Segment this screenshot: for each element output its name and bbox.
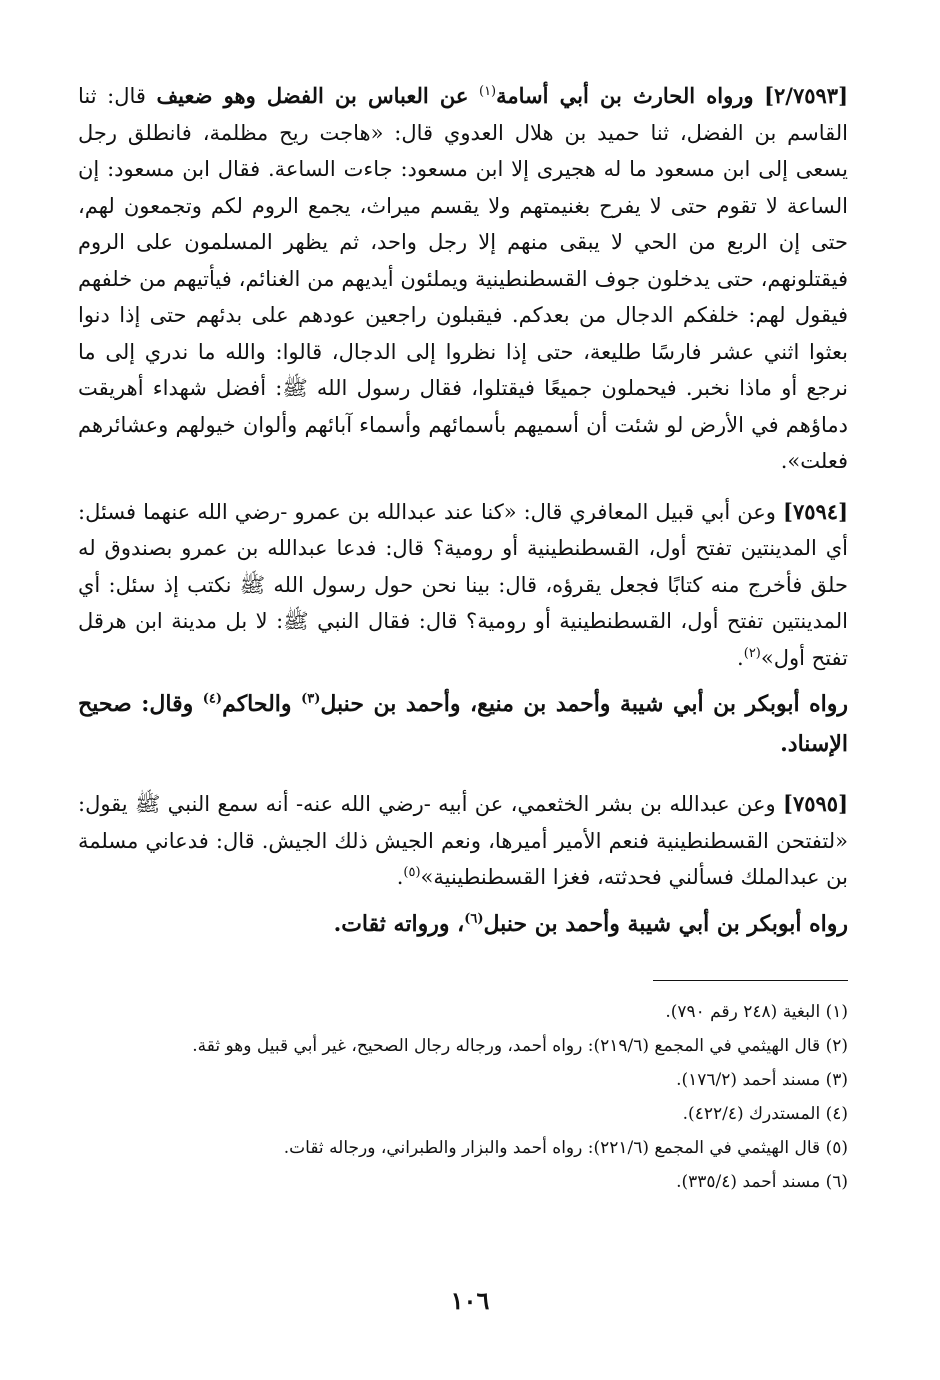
- text-tail: .: [396, 865, 404, 889]
- takhrij-note-1: [78, 684, 848, 764]
- hadith-paragraph-7593: [78, 78, 848, 480]
- hadith-text: قال: ثنا القاسم بن الفضل، ثنا حميد بن هلال العدوي قال: «هاجت ريح مظلمة، فانطلق رجل يسعى إلى ابن مسعود ما له هجيرى إلا ابن مسعود: جاءت الساعة. فقال ابن مسعود: إن الساعة لا تقوم حتى لا يفرح بغنيمتهم ولا يقسم ميراث، يجمع الروم لكم وتجمعون لهم، حتى إن الربع من الحي لا يبقى منهم إلا رجل واحد، ثم يظهر المسلمون على الروم فيقتلونهم، حتى يدخلون جوف القسطنطينية ويملئون أيديهم من الغنائم، فيأتيهم من خلفهم فيقول لهم: خلفكم الدجال من بعدكم. فيقبلون راجعين عودهم على بدئهم حتى إذا دنوا بعثوا اثني عشر فارسًا طليعة، حتى إذا نظروا إلى الدجال، قالوا: والله ما ندري إلى ما نرجع أو ماذا نخبر. فيحملون جميعًا فيقتلوا، فقال رسول الله ﷺ: أفضل شهداء أهريقت دماؤهم في الأرض لو شئت أن أسميهم بأسمائهم وأسماء آبائهم وألوان خيولهم وعشائرهم فعلت».: [78, 84, 848, 473]
- hadith-number: [٧٥٩٤]: [783, 498, 848, 524]
- page-number: ١٠٦: [450, 1286, 490, 1315]
- footnote-marker: (٥): [403, 865, 421, 880]
- narration-lead-continued: عن العباس بن الفضل وهو ضعيف: [156, 83, 469, 108]
- footnotes: [78, 995, 848, 1199]
- takhrij-text: رواه أبوبكر بن أبي شيبة وأحمد بن منيع، وأحمد بن حنبل: [320, 691, 848, 717]
- footnote-item: (٦) مسند أحمد (٣٣٥/٤).: [676, 1171, 848, 1192]
- footnote-item: (٥) قال الهيثمي في المجمع (٢٢١/٦): رواه أحمد والبزار والطبراني، ورجاله ثقات.: [283, 1137, 848, 1158]
- footnote-separator: [653, 980, 848, 981]
- footnote-marker: (٦): [464, 911, 484, 927]
- narration-lead: ورواه الحارث بن أبي أسامة: [496, 83, 754, 108]
- footnote-marker: (٣): [301, 691, 321, 707]
- takhrij-text: ، ورواته ثقات.: [333, 910, 465, 937]
- hadith-text: وعن عبدالله بن بشر الخثعمي، عن أبيه -رضي الله عنه- أنه سمع النبي ﷺ يقول: «لتفتحن القسطنطينية فنعم الأمير أميرها، ونعم الجيش ذلك الجيش. قال: فدعاني مسلمة بن عبدالملك فسألني فحدثته، فغزا القسطنطينية»: [78, 792, 848, 889]
- hadith-number: [٧٥٩٥]: [783, 791, 848, 816]
- hadith-text: وعن أبي قبيل المعافري قال: «كنا عند عبدالله بن عمرو -رضي الله عنهما فسئل: أي المدينتين تفتح أول، القسطنطينية أو رومية؟ قال: فدعا عبدالله بن عمرو بصندوق له حلق فأخرج منه كتابًا فجعل يقرؤه، قال: بينا نحن حول رسول الله ﷺ نكتب إذ سئل: أي المدينتين تفتح أول، القسطنطينية أو رومية؟ قال: فقال النبي ﷺ: لا بل مدينة ابن هرقل تفتح أول»: [78, 499, 848, 670]
- takhrij-text: وقال: صحيح الإسناد.: [78, 691, 848, 757]
- footnote-item: (٤) المستدرك (٤٢٢/٤).: [682, 1103, 848, 1124]
- text-tail: .: [737, 645, 744, 670]
- takhrij-text: رواه أبوبكر بن أبي شيبة وأحمد بن حنبل: [483, 910, 848, 937]
- takhrij-text: والحاكم: [222, 691, 292, 717]
- footnote-item: (١) البغية (٢٤٨ رقم ٧٩٠).: [665, 1001, 848, 1022]
- footnote-marker: (٢): [743, 645, 761, 661]
- hadith-paragraph-7595: [78, 786, 848, 896]
- footnote-marker: (٤): [202, 691, 223, 707]
- hadith-number: [٢/٧٥٩٣]: [764, 83, 849, 108]
- footnote-marker: (١): [478, 84, 497, 99]
- takhrij-note-2: [78, 904, 848, 944]
- hadith-paragraph-7594: [78, 494, 848, 677]
- footnote-item: (٢) قال الهيثمي في المجمع (٢١٩/٦): رواه أحمد، ورجاله رجال الصحيح، غير أبي قبيل وهو ثقة.: [192, 1035, 848, 1056]
- footnote-item: (٣) مسند أحمد (١٧٦/٢).: [676, 1069, 848, 1090]
